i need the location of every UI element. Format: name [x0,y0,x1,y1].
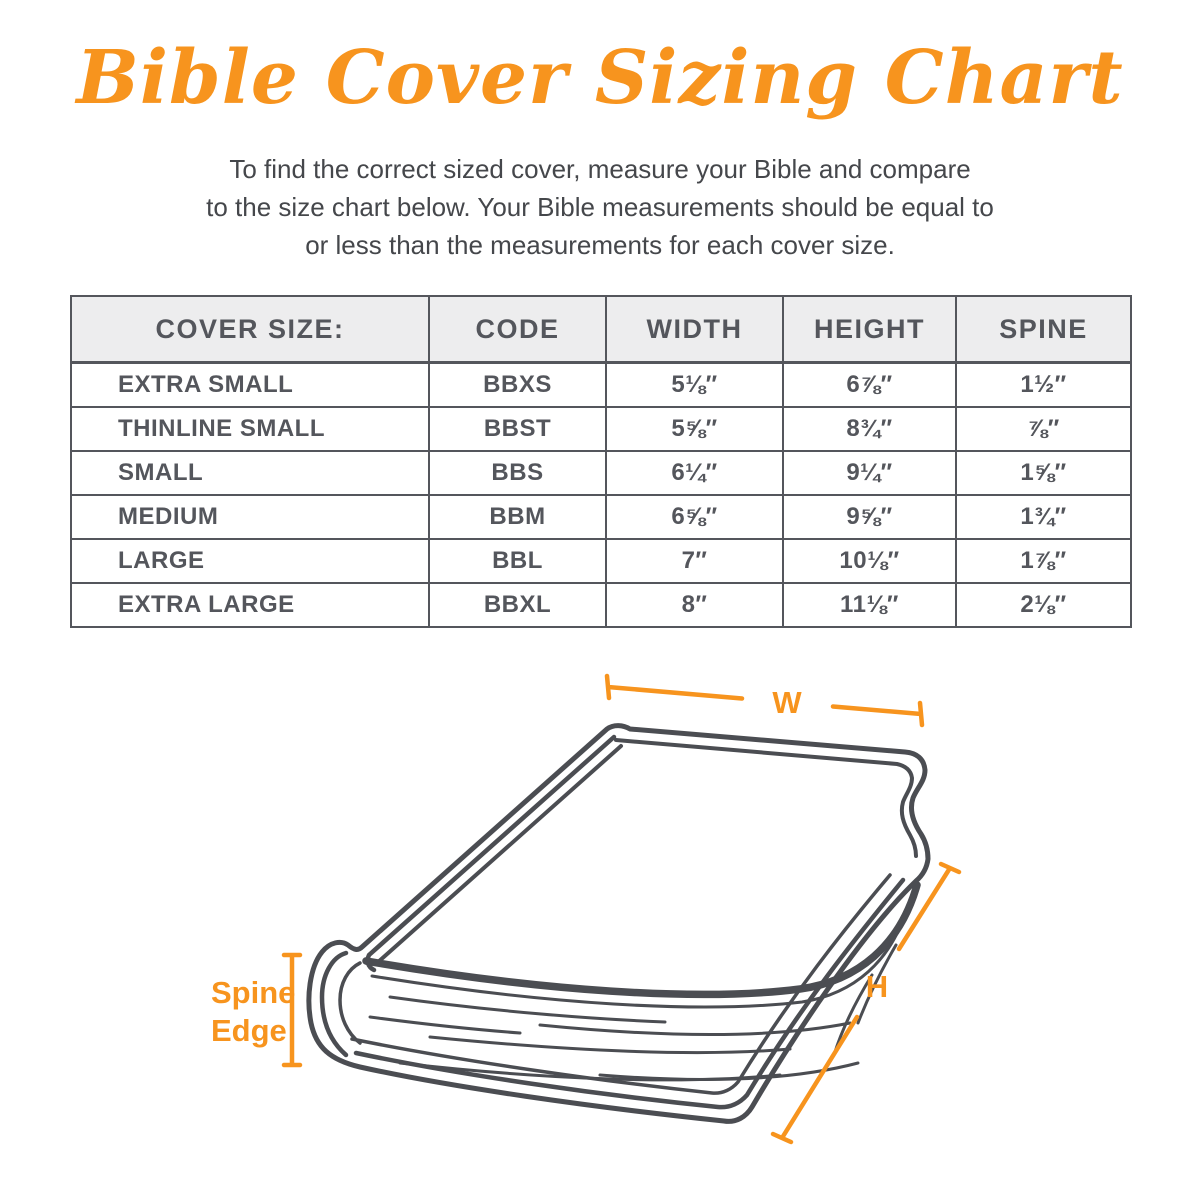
width-dimension-line [607,676,922,725]
cell-code: BBXL [429,583,606,627]
width-label: W [772,685,802,720]
book-illustration [309,726,928,1122]
cell-width: 5⅛″ [606,363,783,408]
cell-width: 7″ [606,539,783,583]
cell-height: 11⅛″ [783,583,956,627]
cell-code: BBST [429,407,606,451]
spine-dimension-line [284,955,300,1065]
header-row [71,296,1131,363]
cell-code: BBM [429,495,606,539]
intro-line-3: or less than the measurements for each cover size. [305,230,895,260]
cell-height: 9⅝″ [783,495,956,539]
spine-edge-label-line2: Edge [211,1013,287,1048]
page-title: Bible Cover Sizing Chart [76,35,1124,121]
cell-spine: 1⅞″ [956,539,1131,583]
table-row [71,363,1131,408]
cell-spine: 1¾″ [956,495,1131,539]
cell-cover-size: LARGE [71,539,429,583]
spine-edge-label-line1: Spine [211,975,296,1010]
cell-spine: 1⅝″ [956,451,1131,495]
cell-height: 8¾″ [783,407,956,451]
col-header-code: CODE [429,296,606,363]
table-row [71,539,1131,583]
table-row [71,407,1131,451]
cell-spine: 2⅛″ [956,583,1131,627]
cell-height: 9¼″ [783,451,956,495]
cell-code: BBXS [429,363,606,408]
cell-cover-size: MEDIUM [71,495,429,539]
table-row [71,451,1131,495]
cell-width: 6⅝″ [606,495,783,539]
intro-line-2: to the size chart below. Your Bible measurements should be equal to [206,192,994,222]
book-measurement-diagram [0,645,1200,1200]
intro-line-1: To find the correct sized cover, measure your Bible and compare [229,154,971,184]
cell-cover-size: THINLINE SMALL [71,407,429,451]
cell-cover-size: EXTRA LARGE [71,583,429,627]
cell-code: BBL [429,539,606,583]
col-header-cover-size: COVER SIZE: [71,296,429,363]
height-label: H [865,969,889,1004]
table-row [71,495,1131,539]
cell-spine: ⅞″ [956,407,1131,451]
cell-code: BBS [429,451,606,495]
cell-cover-size: SMALL [71,451,429,495]
col-header-height: HEIGHT [783,296,956,363]
cell-spine: 1½″ [956,363,1131,408]
cell-height: 10⅛″ [783,539,956,583]
col-header-spine: SPINE [956,296,1131,363]
intro-text [0,150,1200,264]
size-chart-table [70,295,1132,628]
cell-height: 6⅞″ [783,363,956,408]
col-header-width: WIDTH [606,296,783,363]
cell-width: 5⅝″ [606,407,783,451]
cell-width: 8″ [606,583,783,627]
cell-cover-size: EXTRA SMALL [71,363,429,408]
cell-width: 6¼″ [606,451,783,495]
table-row [71,583,1131,627]
